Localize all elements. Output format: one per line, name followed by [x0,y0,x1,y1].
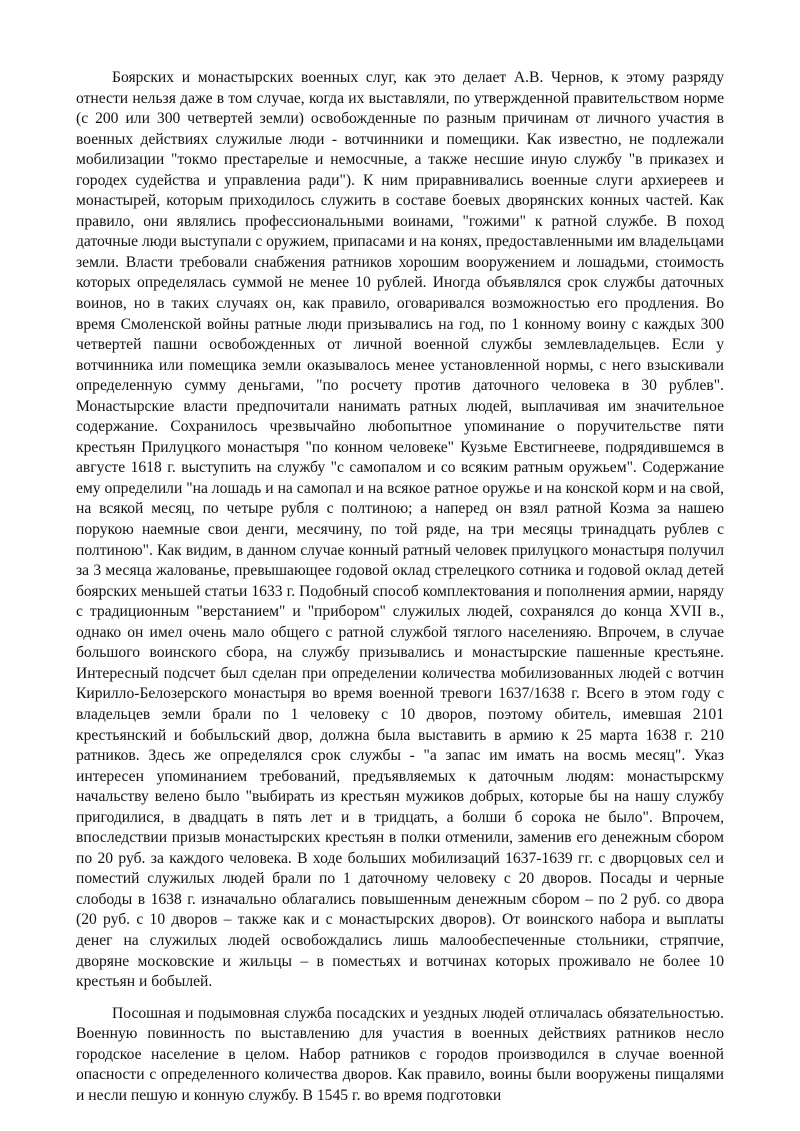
document-page [76,68,724,1117]
paragraph: Посошная и подымовная служба посадских и уездных людей отличалась обязательностью. Военную повинность по выставлению для участия в военных действиях ратников несло городское население в целом. Набор ратников с городов производился в случае военной опасности с определенного количества дворов. Как правило, воины были вооружены пищалями и несли пешую и конную службу. В 1545 г. во время подготовки [76,1004,724,1104]
paragraph: Боярских и монастырских военных слуг, как это делает А.В. Чернов, к этому разряду отнести нельзя даже в том случае, когда их выставляли, по утвержденной правительством норме (с 200 или 300 четвертей земли) освобожденные по разным причинам от личного участия в военных действиях служилые люди - вотчинники и помещики. Как известно, не подлежали мобилизации "токмо престарелые и немосчные, а также несшие иную службу "в приказех и городех судейства и управлениа ради"). К ним приравнивались военные слуги архиереев и монастырей, которым приходилось служить в составе боевых дворянских конных частей. Как правило, они являлись профессиональными воинами, "гожими" к ратной службе. В поход даточные люди выступали с оружием, припасами и на конях, предоставленными им владельцами земли. Власти требовали снабжения ратников хорошим вооружением и лошадьми, стоимость которых определялась суммой не менее 10 рублей. Иногда объявлялся срок службы даточных воинов, но в таких случаях он, как правило, оговаривался возможностью его продления. Во время Смоленской войны ратные люди призывались на год, по 1 конному воину с каждых 300 четвертей пашни освобожденных от личной военной службы землевладельцев. Если у вотчинника или помещика земли оказывалось менее установленной нормы, с него взыскивали определенную сумму деньгами, "по росчету против даточного человека в 30 рублев". Монастырские власти предпочитали нанимать ратных людей, выплачивая им значительное содержание. Сохранилось чрезвычайно любопытное упоминание о поручительстве пяти крестьян Прилуцкого монастыря "по конном человеке" Кузьме Евстигнееве, подрядившемся в августе 1618 г. выступить на службу "с самопалом и со всяким ратным оружьем". Содержание ему определили "на лошадь и на самопал и на всякое ратное оружье и на конской корм и на свой, на всякой месяц, по четыре рубля с полтиною; а наперед он взял ратной Козма за нашею порукою наемные свои денги, месячину, по той ряде, на три месяцы тринадцать рублев с полтиною". Как видим, в данном случае конный ратный человек прилуцкого монастыря получил за 3 месяца жалованье, превышающее годовой оклад стрелецкого сотника и годовой оклад детей боярских меньшей статьи 1633 г. Подобный способ комплектования и пополнения армии, наряду с традиционным "верстанием" и "прибором" служилых людей, сохранялся до конца XVII в., однако он имел очень мало общего с ратной службой тяглого населенияю. Впрочем, в случае большого воинского сбора, на службу призывались и монастырские пашенные крестьяне. Интересный подсчет был сделан при определении количества мобилизованных людей с вотчин Кирилло-Белозерского монастыря во время военной тревоги 1637/1638 г. Всего в этом году с владельцев земли брали по 1 человеку с 10 дворов, поэтому обитель, имевшая 2101 крестьянский и бобыльский двор, должна была выставить в армию к 25 марта 1638 г. 210 ратников. Здесь же определялся срок службы - "а запас им имать на восмь месяц". Указ интересен упоминанием требований, предъявляемых к даточным людям: монастырскму начальству велено было "выбирать из крестьян мужиков добрых, которые бы на нашу службу пригодилися, в двадцать в пять лет и в тридцать, а болши б сорока не было". Впрочем, впоследствии призыв монастырских крестьян в полки отменили, заменив его денежным сбором по 20 руб. за каждого человека. В ходе больших мобилизаций 1637-1639 гг. с дворцовых сел и поместий служилых людей брали по 1 даточному человеку с 20 дворов. Посады и черные слободы в 1638 г. изначально облагались повышенным денежным сбором – по 2 руб. со двора (20 руб. с 10 дворов – также как и с монастырских дворов). От воинского набора и выплаты денег на служилых людей освобождались лишь малообеспеченные стольники, стряпчие, дворяне московские и жильцы – в поместьях и вотчинах которых проживало не более 10 крестьян и бобылей. [76,69,725,991]
